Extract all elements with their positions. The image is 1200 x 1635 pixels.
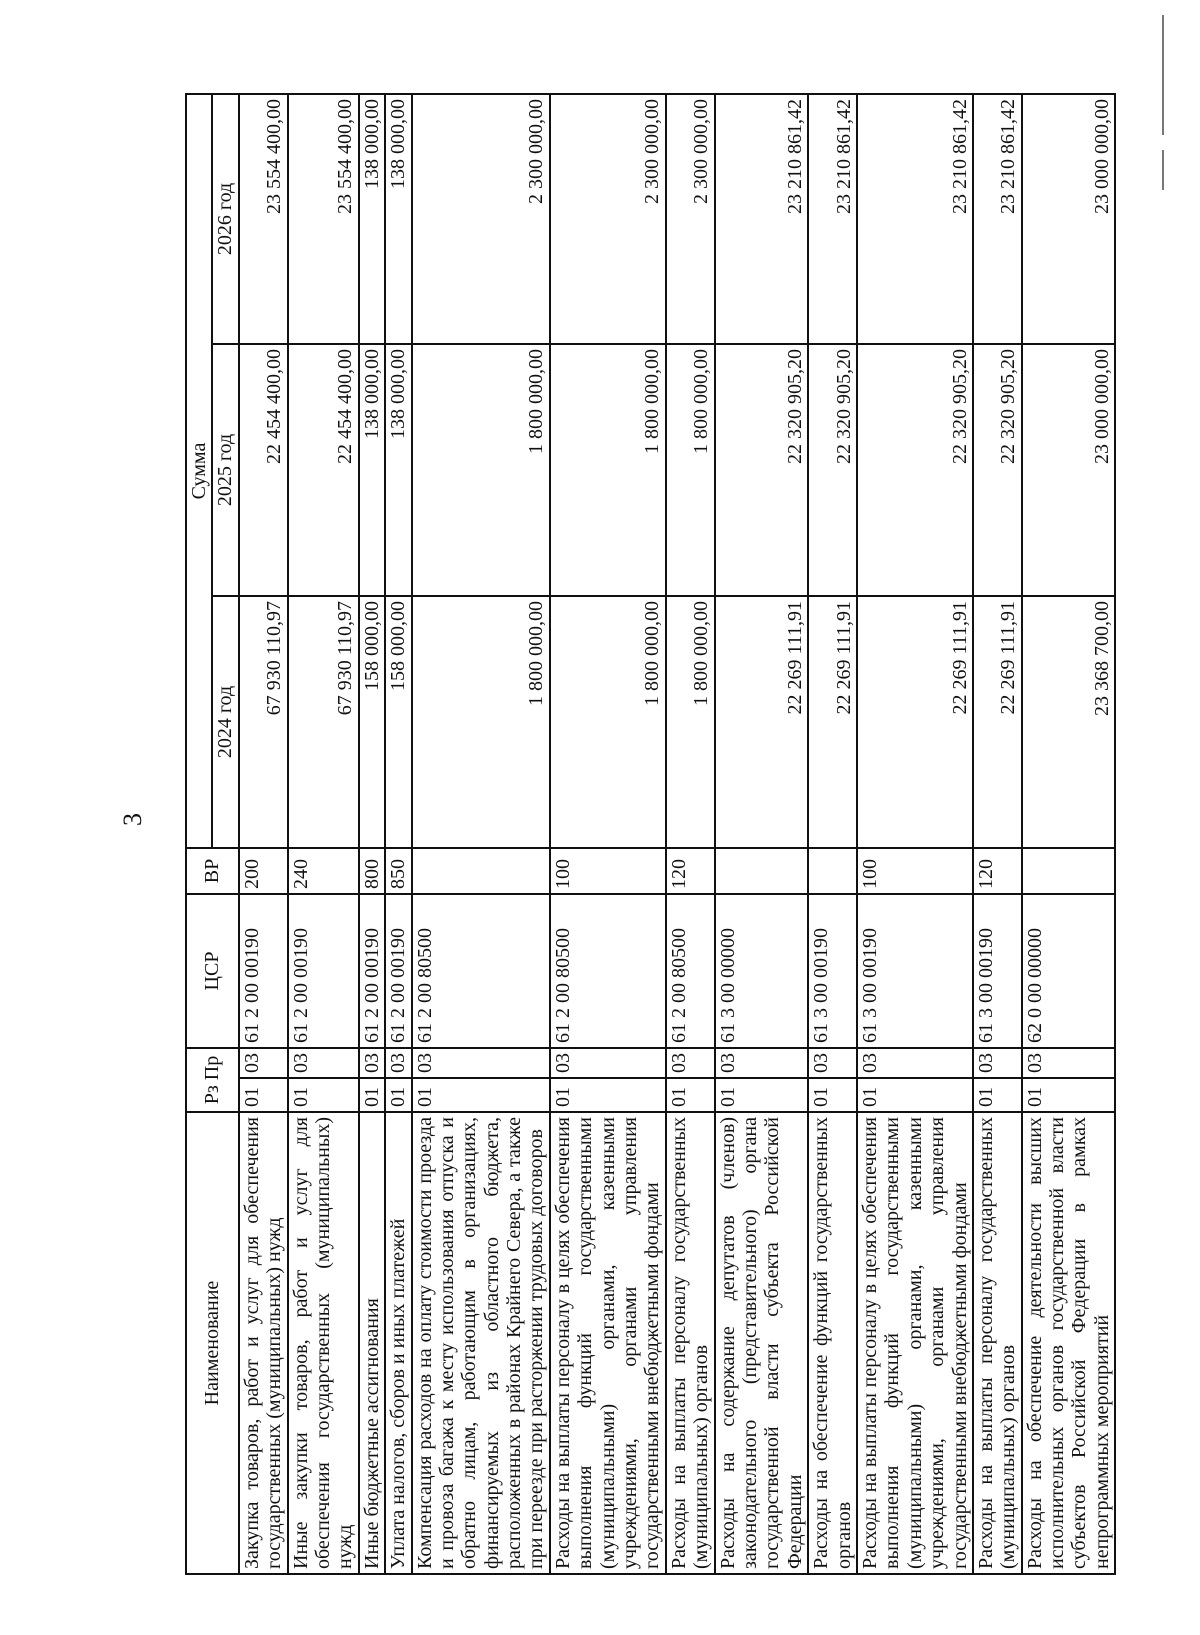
row-name: Расходы на выплаты персоналу государственных (муниципальных) органов (666, 1112, 715, 1574)
table-row (857, 94, 973, 1574)
row-pr: 03 (715, 1048, 809, 1078)
row-csr: 61 2 00 80500 (666, 894, 715, 1048)
row-rz: 01 (359, 1078, 385, 1112)
header-sum: Сумма (186, 94, 212, 848)
row-amount-2024: 22 269 111,91 (973, 596, 1022, 848)
row-name: Расходы на выплаты персоналу в целях обеспечения выполнения функций государственными (муниципальными) органами, казенными учреждениями, органами управления государственными внебюджетными фондами (857, 1112, 973, 1574)
row-pr: 03 (239, 1048, 288, 1078)
row-amount-2025: 22 320 905,20 (973, 344, 1022, 596)
row-rz: 01 (857, 1078, 973, 1112)
row-pr: 03 (808, 1048, 857, 1078)
row-name: Компенсация расходов на оплату стоимости проезда и провоза багажа к месту использования отпуска и обратно лицам, работающим в организациях, финансируемых из областного бюджета, расположенных в районах Крайнего Севера, а также при переезде при расторжении трудовых договоров (412, 1112, 550, 1574)
row-rz: 01 (412, 1078, 550, 1112)
row-amount-2025: 138 000,00 (385, 344, 411, 596)
row-amount-2024: 22 269 111,91 (715, 596, 809, 848)
row-pr: 03 (359, 1048, 385, 1078)
row-amount-2026: 2 300 000,00 (412, 94, 550, 344)
row-amount-2024: 158 000,00 (359, 596, 385, 848)
row-vr (412, 848, 550, 894)
table-body (239, 94, 1115, 1574)
header-name: Наименование (186, 1112, 239, 1574)
row-pr: 03 (412, 1048, 550, 1078)
row-vr (715, 848, 809, 894)
row-name: Закупка товаров, работ и услуг для обеспечения государственных (муниципальных) нужд (239, 1112, 288, 1574)
row-csr: 61 2 00 00190 (239, 894, 288, 1048)
row-csr: 61 2 00 00190 (359, 894, 385, 1048)
row-pr: 03 (666, 1048, 715, 1078)
row-vr (808, 848, 857, 894)
row-pr: 03 (385, 1048, 411, 1078)
row-name: Расходы на обеспечение функций государственных органов (808, 1112, 857, 1574)
table-row (239, 94, 288, 1574)
row-amount-2026: 23 210 861,42 (973, 94, 1022, 344)
row-vr (1022, 848, 1116, 894)
row-csr: 61 2 00 80500 (550, 894, 666, 1048)
row-vr: 100 (857, 848, 973, 894)
row-name: Иные закупки товаров, работ и услуг для обеспечения государственных (муниципальных) нужд (288, 1112, 359, 1574)
row-name: Расходы на обеспечение деятельности высших исполнительных органов государственной власти субъектов Российской Федерации в рамках непрограммных мероприятий (1022, 1112, 1116, 1574)
row-amount-2024: 22 269 111,91 (808, 596, 857, 848)
table-row (666, 94, 715, 1574)
page-number: 3 (118, 813, 147, 826)
row-pr: 03 (857, 1048, 973, 1078)
row-csr: 61 2 00 00190 (385, 894, 411, 1048)
scan-mark (1162, 15, 1164, 135)
row-amount-2026: 23 210 861,42 (808, 94, 857, 344)
row-rz: 01 (808, 1078, 857, 1112)
row-vr: 800 (359, 848, 385, 894)
row-rz: 01 (715, 1078, 809, 1112)
row-vr: 100 (550, 848, 666, 894)
row-amount-2025: 22 320 905,20 (808, 344, 857, 596)
row-rz: 01 (1022, 1078, 1116, 1112)
row-pr: 03 (1022, 1048, 1116, 1078)
row-amount-2026: 23 000 000,00 (1022, 94, 1116, 344)
row-amount-2024: 23 368 700,00 (1022, 596, 1116, 848)
row-amount-2025: 22 454 400,00 (288, 344, 359, 596)
row-amount-2025: 23 000 000,00 (1022, 344, 1116, 596)
row-amount-2025: 1 800 000,00 (550, 344, 666, 596)
row-name: Расходы на выплаты персоналу в целях обеспечения выполнения функций государственными (муниципальными) органами, казенными учреждениями, органами управления государственными внебюджетными фондами (550, 1112, 666, 1574)
table-row (550, 94, 666, 1574)
row-amount-2024: 1 800 000,00 (412, 596, 550, 848)
row-name: Расходы на содержание депутатов (членов) законодательного (представительного) органа государственной власти субъекта Российской Федерации (715, 1112, 809, 1574)
row-csr: 61 3 00 00000 (715, 894, 809, 1048)
row-amount-2025: 1 800 000,00 (666, 344, 715, 596)
row-vr: 850 (385, 848, 411, 894)
row-amount-2024: 1 800 000,00 (666, 596, 715, 848)
row-amount-2024: 1 800 000,00 (550, 596, 666, 848)
table-row (359, 94, 385, 1574)
row-pr: 03 (288, 1048, 359, 1078)
row-amount-2025: 1 800 000,00 (412, 344, 550, 596)
row-vr: 240 (288, 848, 359, 894)
row-amount-2026: 23 210 861,42 (715, 94, 809, 344)
table-row (808, 94, 857, 1574)
table-row (973, 94, 1022, 1574)
row-amount-2026: 23 210 861,42 (857, 94, 973, 344)
header-year-2025: 2025 год (212, 344, 238, 596)
budget-table (185, 93, 1116, 1575)
header-vr: ВР (186, 848, 239, 894)
header-year-2026: 2026 год (212, 94, 238, 344)
row-amount-2025: 22 320 905,20 (857, 344, 973, 596)
row-amount-2025: 138 000,00 (359, 344, 385, 596)
header-rz-pr: Рз Пр (186, 1048, 239, 1112)
row-rz: 01 (973, 1078, 1022, 1112)
row-csr: 61 2 00 00190 (288, 894, 359, 1048)
table-row (1022, 94, 1116, 1574)
table-row (288, 94, 359, 1574)
table-row (412, 94, 550, 1574)
row-rz: 01 (239, 1078, 288, 1112)
row-name: Уплата налогов, сборов и иных платежей (385, 1112, 411, 1574)
row-amount-2025: 22 320 905,20 (715, 344, 809, 596)
header-csr: ЦСР (186, 894, 239, 1048)
row-rz: 01 (288, 1078, 359, 1112)
row-name: Расходы на выплаты персоналу государственных (муниципальных) органов (973, 1112, 1022, 1574)
row-vr: 200 (239, 848, 288, 894)
header-year-2024: 2024 год (212, 596, 238, 848)
scan-mark (1162, 150, 1164, 190)
row-amount-2026: 23 554 400,00 (239, 94, 288, 344)
row-amount-2024: 158 000,00 (385, 596, 411, 848)
table-row (385, 94, 411, 1574)
row-rz: 01 (666, 1078, 715, 1112)
row-amount-2024: 67 930 110,97 (288, 596, 359, 848)
row-csr: 61 3 00 00190 (857, 894, 973, 1048)
row-amount-2024: 67 930 110,97 (239, 596, 288, 848)
row-vr: 120 (666, 848, 715, 894)
row-rz: 01 (550, 1078, 666, 1112)
row-csr: 62 0 00 00000 (1022, 894, 1116, 1048)
table-row (715, 94, 809, 1574)
row-pr: 03 (973, 1048, 1022, 1078)
row-vr: 120 (973, 848, 1022, 894)
row-name: Иные бюджетные ассигнования (359, 1112, 385, 1574)
row-csr: 61 3 00 00190 (973, 894, 1022, 1048)
row-rz: 01 (385, 1078, 411, 1112)
row-amount-2025: 22 454 400,00 (239, 344, 288, 596)
row-amount-2024: 22 269 111,91 (857, 596, 973, 848)
row-amount-2026: 138 000,00 (385, 94, 411, 344)
row-amount-2026: 23 554 400,00 (288, 94, 359, 344)
row-amount-2026: 2 300 000,00 (550, 94, 666, 344)
budget-table-rotated (185, 95, 1113, 1575)
row-amount-2026: 138 000,00 (359, 94, 385, 344)
row-pr: 03 (550, 1048, 666, 1078)
row-csr: 61 3 00 00190 (808, 894, 857, 1048)
row-csr: 61 2 00 80500 (412, 894, 550, 1048)
row-amount-2026: 2 300 000,00 (666, 94, 715, 344)
